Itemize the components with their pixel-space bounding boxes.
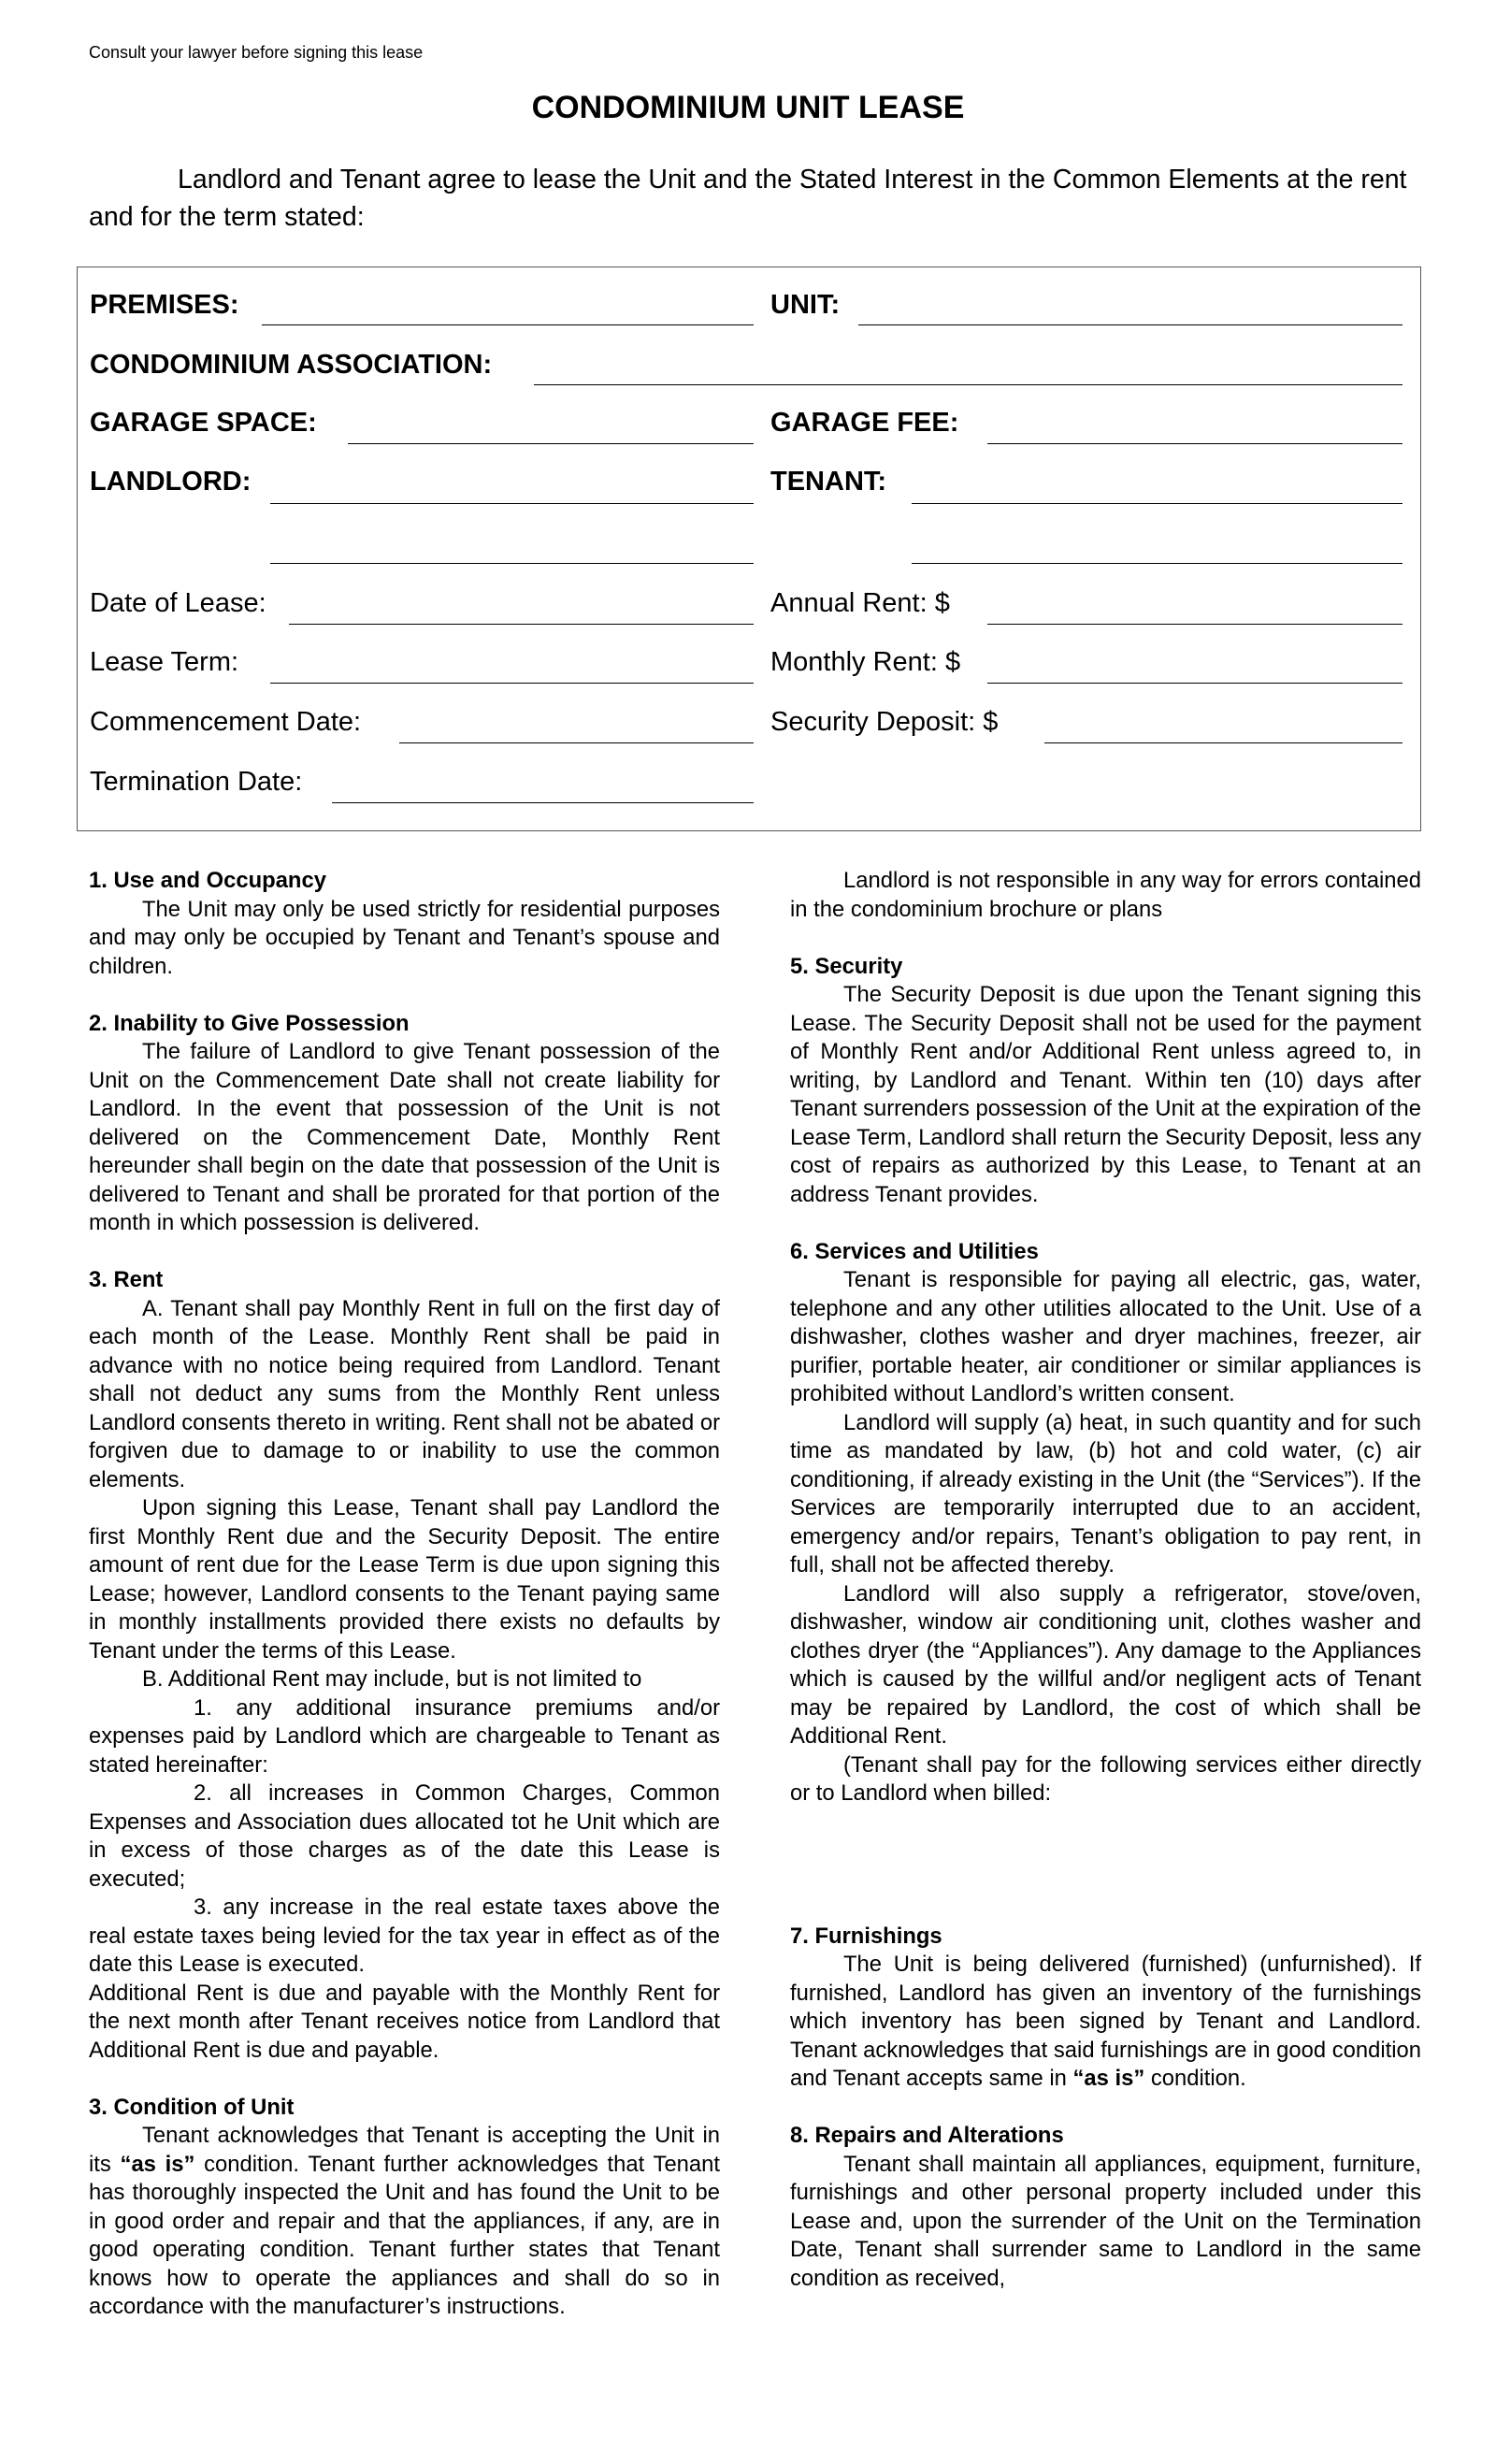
section-2-text: The failure of Landlord to give Tenant possession of the Unit on the Commencement Date shall not create liability for Landlord. In the event that possession of the Unit is not delivered on the Commencement Date, Monthly Rent hereunder shall begin on the date that possession of the Unit is delivered to Tenant and shall be prorated for that portion of the month in which possession is delivered. [89,1039,720,1235]
association-label: CONDOMINIUM ASSOCIATION: [90,350,493,380]
section-7-heading: 7. Furnishings [790,1923,942,1949]
section-3-item-1: 1. any additional insurance premiums and/or expenses paid by Landlord which are chargeable to Tenant as stated hereinafter: [89,1694,720,1778]
section-5-heading: 5. Security [790,953,903,979]
section-1-heading: 1. Use and Occupancy [89,868,326,893]
lease-term-field[interactable] [270,683,754,684]
left-column [89,867,720,2322]
tenant-field-line2[interactable] [912,563,1402,564]
monthly-rent-label: Monthly Rent: $ [770,647,961,677]
right-column [790,867,1421,2293]
date-of-lease-field[interactable] [289,624,754,625]
section-condition-text: Tenant acknowledges that Tenant is accepting the Unit in its “as is” condition. Tenant further acknowledges that Tenant has thoroughly inspected the Unit and has found the Unit to be in good order and repair and that the appliances, if any, are in good operating condition. Tenant further states that Tenant knows how to operate the appliances and shall do so in accordance with the manufacturer’s instructions. [89,2123,720,2319]
date-of-lease-label: Date of Lease: [90,588,266,618]
unit-field[interactable] [858,324,1402,325]
lease-term-label: Lease Term: [90,647,239,677]
termination-date-label: Termination Date: [90,767,303,797]
garage-fee-field[interactable] [987,443,1402,444]
commencement-date-field[interactable] [399,742,754,743]
section-8-heading: 8. Repairs and Alterations [790,2123,1064,2148]
intro-text: Landlord and Tenant agree to lease the Unit and the Stated Interest in the Common Elements at the rent and for the term stated: [89,165,1407,232]
security-deposit-label: Security Deposit: $ [770,707,999,737]
garage-fee-label: GARAGE FEE: [770,408,959,438]
premises-field[interactable] [262,324,754,325]
association-field[interactable] [534,384,1402,385]
services-blank-space[interactable] [790,1808,1421,1923]
intro-paragraph [89,161,1435,236]
landlord-field[interactable] [270,503,754,504]
termination-date-field[interactable] [332,802,754,803]
section-3-paragraph-3: Additional Rent is due and payable with the Monthly Rent for the next month after Tenant receives notice from Landlord that Additional Rent is due and payable. [89,1980,720,2063]
section-2-heading: 2. Inability to Give Possession [89,1010,410,1036]
header-note: Consult your lawyer before signing this lease [89,43,424,62]
section-3-item-3: 3. any increase in the real estate taxes above the real estate taxes being levied for the tax year in effect as of the date this Lease is executed. [89,1895,720,1977]
tenant-field[interactable] [912,503,1402,504]
monthly-rent-field[interactable] [987,683,1402,684]
landlord-label: LANDLORD: [90,467,252,497]
security-deposit-field[interactable] [1044,742,1402,743]
section-5-text: The Security Deposit is due upon the Tenant signing this Lease. The Security Deposit shall not be used for the payment of Monthly Rent and/or Additional Rent unless agreed to, in writing, by Landlord and Tenant. Within ten (10) days after Tenant surrenders possession of the Unit at the expiration of the Lease Term, Landlord shall return the Security Deposit, less any cost of repairs as authorized by this Lease, to Tenant at an address Tenant provides. [790,982,1421,1207]
brochure-disclaimer-text: Landlord is not responsible in any way for errors contained in the condominium brochure or plans [790,868,1421,922]
page-title: CONDOMINIUM UNIT LEASE [531,90,965,125]
section-1-text: The Unit may only be used strictly for residential purposes and may only be occupied by Tenant and Tenant’s spouse and children. [89,896,720,979]
landlord-field-line2[interactable] [270,563,754,564]
lease-details-form [77,267,1421,831]
section-3-paragraph-b: B. Additional Rent may include, but is not limited to [142,1666,642,1692]
section-3-heading: 3. Rent [89,1267,164,1292]
section-6-paragraph-1: Tenant is responsible for paying all electric, gas, water, telephone and any other utilities allocated to the Unit. Use of a dishwasher, clothes washer and dryer machines, freezer, air purifier, portable heater, air conditioner or similar appliances is prohibited without Landlord’s written consent. [790,1267,1421,1406]
section-3-item-2: 2. all increases in Common Charges, Common Expenses and Association dues allocated tot he Unit which are in excess of those charges as of the date this Lease is executed; [89,1780,720,1892]
annual-rent-field[interactable] [987,624,1402,625]
section-condition-heading: 3. Condition of Unit [89,2094,295,2120]
section-7-text: The Unit is being delivered (furnished) (unfurnished). If furnished, Landlord has given an inventory of the furnishings which inventory has been signed by Tenant and Landlord. Tenant acknowledges that said furnishings are in good condition and Tenant accepts same in “as is” condition. [790,1952,1421,2091]
tenant-label: TENANT: [770,467,887,497]
unit-label: UNIT: [770,290,841,320]
garage-space-label: GARAGE SPACE: [90,408,317,438]
section-6-paragraph-4: (Tenant shall pay for the following services either directly or to Landlord when billed: [790,1751,1421,1806]
annual-rent-label: Annual Rent: $ [770,588,950,618]
garage-space-field[interactable] [348,443,754,444]
section-6-heading: 6. Services and Utilities [790,1238,1039,1264]
section-6-paragraph-2: Landlord will supply (a) heat, in such quantity and for such time as mandated by law, (b) hot and cold water, (c) air conditioning, if already existing in the Unit (the “Services”). If the Services are temporarily interrupted due to an accident, emergency and/or repairs, Tenant’s obligation to pay rent, in full, shall not be affected thereby. [790,1409,1421,1578]
section-3-paragraph-2: Upon signing this Lease, Tenant shall pay Landlord the first Monthly Rent due and the Security Deposit. The entire amount of rent due for the Lease Term is due upon signing this Lease; however, Landlord consents to the Tenant paying same in monthly installments provided there exists no defaults by Tenant under the terms of this Lease. [89,1495,720,1664]
section-3-paragraph-a: A. Tenant shall pay Monthly Rent in full on the first day of each month of the Lease. Monthly Rent shall be paid in advance with no notice being required from Landlord. Tenant shall not deduct any sums from the Monthly Rent unless Landlord consents thereto in writing. Rent shall not be abated or forgiven due to damage to or inability to use the common elements. [89,1295,720,1492]
premises-label: PREMISES: [90,290,239,320]
section-8-text: Tenant shall maintain all appliances, equipment, furniture, furnishings and other personal property included under this Lease and, upon the surrender of the Unit on the Termination Date, Tenant shall surrender same to Landlord in the same condition as received, [790,2151,1421,2291]
commencement-date-label: Commencement Date: [90,707,362,737]
section-6-paragraph-3: Landlord will also supply a refrigerator, stove/oven, dishwasher, window air conditioning unit, clothes washer and clothes dryer (the “Appliances”). Any damage to the Appliances which is caused by the willful and/or negligent acts of Tenant may be repaired by Landlord, the cost of which shall be Additional Rent. [790,1580,1421,1749]
